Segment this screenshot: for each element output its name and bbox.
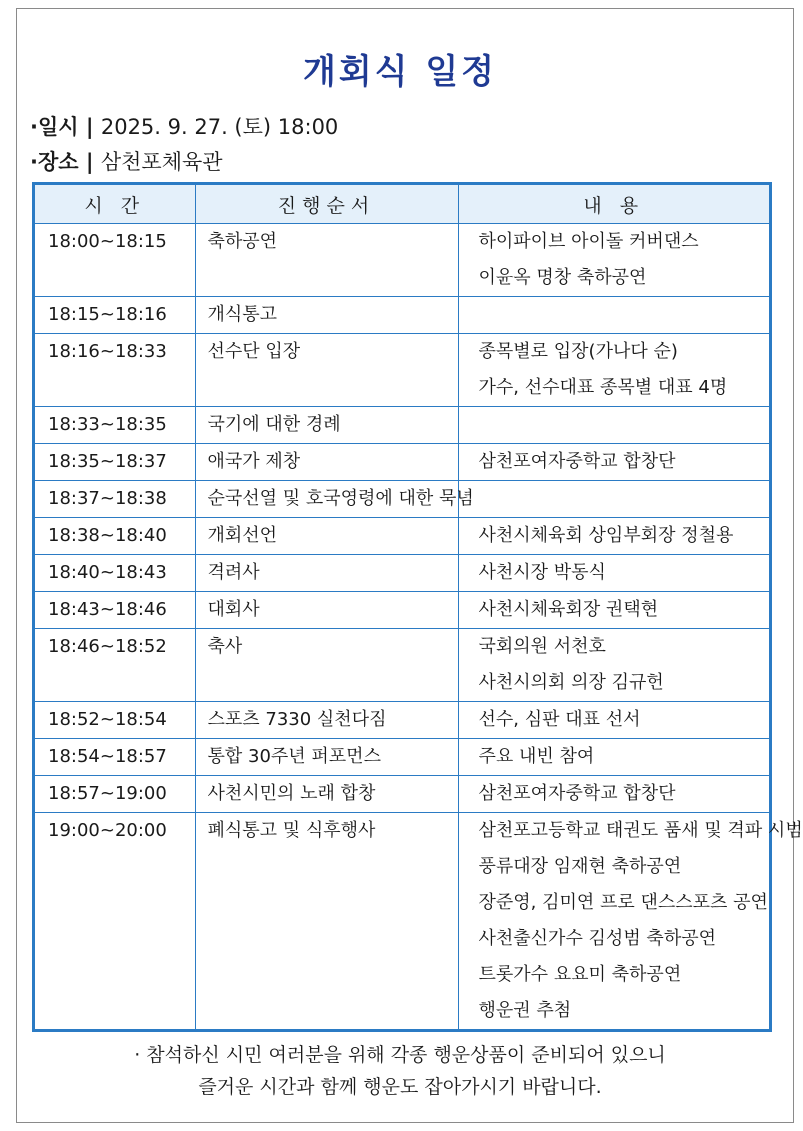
table-row xyxy=(35,813,769,1030)
date-value: 2025. 9. 27. (토) 18:00 xyxy=(100,115,339,139)
time-text: 18:35~18:37 xyxy=(48,451,167,472)
time-text: 18:43~18:46 xyxy=(48,599,167,620)
content-text: 삼천포여자중학교 합창단 xyxy=(478,451,676,472)
table-row xyxy=(35,592,769,629)
content-text: 행운권 추첨 xyxy=(478,1000,572,1021)
content-text: 삼천포여자중학교 합창단 xyxy=(478,783,676,804)
content-empty xyxy=(459,407,770,443)
order-cell xyxy=(195,481,474,518)
time-cell xyxy=(35,776,195,813)
time-cell xyxy=(35,297,195,334)
time-cell xyxy=(35,555,195,592)
content-text: 국회의원 서천호 xyxy=(478,636,606,657)
order-text: 격려사 xyxy=(207,562,260,583)
time-cell xyxy=(35,813,195,1030)
page-title: 개회식 일정 xyxy=(302,52,498,92)
table-row xyxy=(35,444,769,481)
content-text: 가수, 선수대표 종목별 대표 4명 xyxy=(478,377,728,398)
order-text: 순국선열 및 호국영령에 대한 묵념 xyxy=(207,488,474,509)
time-text: 18:38~18:40 xyxy=(48,525,167,546)
content-cell xyxy=(458,407,769,444)
date-info xyxy=(30,111,338,141)
content-text: 선수, 심판 대표 선서 xyxy=(478,709,641,730)
order-text: 개회선언 xyxy=(207,525,278,546)
time-text: 18:54~18:57 xyxy=(48,746,167,767)
time-cell xyxy=(35,224,195,297)
order-text: 폐식통고 및 식후행사 xyxy=(207,820,376,841)
content-text: 사천시체육회장 권택현 xyxy=(478,599,659,620)
order-cell xyxy=(195,297,458,334)
content-cell xyxy=(458,555,769,592)
content-cell xyxy=(458,224,769,297)
header-content: 내 용 xyxy=(458,185,769,224)
table-row xyxy=(35,555,769,592)
content-text: 이윤옥 명창 축하공연 xyxy=(478,267,647,288)
order-text: 스포츠 7330 실천다짐 xyxy=(207,709,387,730)
time-text: 18:37~18:38 xyxy=(48,488,167,509)
time-text: 18:00~18:15 xyxy=(48,231,167,252)
time-cell xyxy=(35,334,195,407)
order-cell xyxy=(195,555,458,592)
order-cell xyxy=(195,776,458,813)
time-text: 18:46~18:52 xyxy=(48,636,167,657)
content-cell xyxy=(458,702,769,739)
time-cell xyxy=(35,629,195,702)
time-cell xyxy=(35,592,195,629)
order-cell xyxy=(195,813,458,1030)
content-text: 사천시장 박동식 xyxy=(478,562,606,583)
content-text: 풍류대장 임재현 축하공연 xyxy=(478,856,682,877)
table-row xyxy=(35,518,769,555)
content-text: 사천시의회 의장 김규헌 xyxy=(478,672,664,693)
content-cell xyxy=(458,739,769,776)
order-text: 애국가 제창 xyxy=(207,451,301,472)
order-text: 축사 xyxy=(207,636,243,657)
time-cell xyxy=(35,739,195,776)
content-cell xyxy=(458,813,803,1030)
content-cell xyxy=(458,629,769,702)
place-info xyxy=(30,146,223,176)
header-time: 시 간 xyxy=(35,185,195,224)
content-empty xyxy=(459,297,770,333)
order-text: 축하공연 xyxy=(207,231,278,252)
table-row xyxy=(35,702,769,739)
table-row xyxy=(35,407,769,444)
table-header-row xyxy=(35,185,769,224)
content-text: 사천출신가수 김성범 축하공연 xyxy=(478,928,716,949)
order-text: 통합 30주년 퍼포먼스 xyxy=(207,746,381,767)
time-text: 18:40~18:43 xyxy=(48,562,167,583)
order-cell xyxy=(195,407,458,444)
time-cell xyxy=(35,702,195,739)
order-cell xyxy=(195,334,458,407)
table-body xyxy=(35,224,803,1030)
time-text: 18:52~18:54 xyxy=(48,709,167,730)
table-row xyxy=(35,481,769,518)
content-empty xyxy=(459,481,770,517)
order-cell xyxy=(195,444,458,481)
order-text: 국기에 대한 경례 xyxy=(207,414,341,435)
place-value: 삼천포체육관 xyxy=(100,150,223,174)
content-text: 주요 내빈 참여 xyxy=(478,746,595,767)
order-cell xyxy=(195,224,458,297)
order-cell xyxy=(195,739,458,776)
place-label: ·장소 | xyxy=(30,150,101,174)
order-cell xyxy=(195,592,458,629)
time-cell xyxy=(35,518,195,555)
time-text: 18:57~19:00 xyxy=(48,783,167,804)
order-cell xyxy=(195,702,458,739)
order-cell xyxy=(195,629,458,702)
content-text: 장준영, 김미연 프로 댄스스포츠 공연 xyxy=(478,892,768,913)
order-cell xyxy=(195,518,458,555)
content-text: 종목별로 입장(가나다 순) xyxy=(478,341,678,362)
content-cell xyxy=(458,592,769,629)
time-cell xyxy=(35,481,195,518)
time-text: 18:15~18:16 xyxy=(48,304,167,325)
table-row xyxy=(35,776,769,813)
table-row xyxy=(35,297,769,334)
table-row xyxy=(35,739,769,776)
table-row xyxy=(35,224,769,297)
closing-note-line-2: 즐거운 시간과 함께 행운도 잡아가시기 바랍니다. xyxy=(198,1076,602,1098)
content-cell xyxy=(458,297,769,334)
content-cell xyxy=(458,518,769,555)
order-text: 사천시민의 노래 합창 xyxy=(207,783,376,804)
content-text: 삼천포고등학교 태권도 품새 및 격파 시범 xyxy=(478,820,803,841)
content-cell xyxy=(458,444,769,481)
content-text: 트롯가수 요요미 축하공연 xyxy=(478,964,682,985)
schedule-table xyxy=(32,182,803,1032)
content-text: 하이파이브 아이돌 커버댄스 xyxy=(478,231,699,252)
content-text: 사천시체육회 상임부회장 정철용 xyxy=(478,525,734,546)
time-cell xyxy=(35,444,195,481)
table-row xyxy=(35,629,769,702)
time-text: 19:00~20:00 xyxy=(48,820,167,841)
time-text: 18:33~18:35 xyxy=(48,414,167,435)
header-order: 진행순서 xyxy=(195,185,458,224)
content-cell xyxy=(458,334,769,407)
content-cell xyxy=(458,776,769,813)
order-text: 개식통고 xyxy=(207,304,278,325)
order-text: 선수단 입장 xyxy=(207,341,301,362)
time-text: 18:16~18:33 xyxy=(48,341,167,362)
order-text: 대회사 xyxy=(207,599,260,620)
content-cell xyxy=(458,481,769,518)
closing-note-line-1: · 참석하신 시민 여러분을 위해 각종 행운상품이 준비되어 있으니 xyxy=(134,1044,666,1066)
date-label: ·일시 | xyxy=(30,115,101,139)
time-cell xyxy=(35,407,195,444)
table-row xyxy=(35,334,769,407)
